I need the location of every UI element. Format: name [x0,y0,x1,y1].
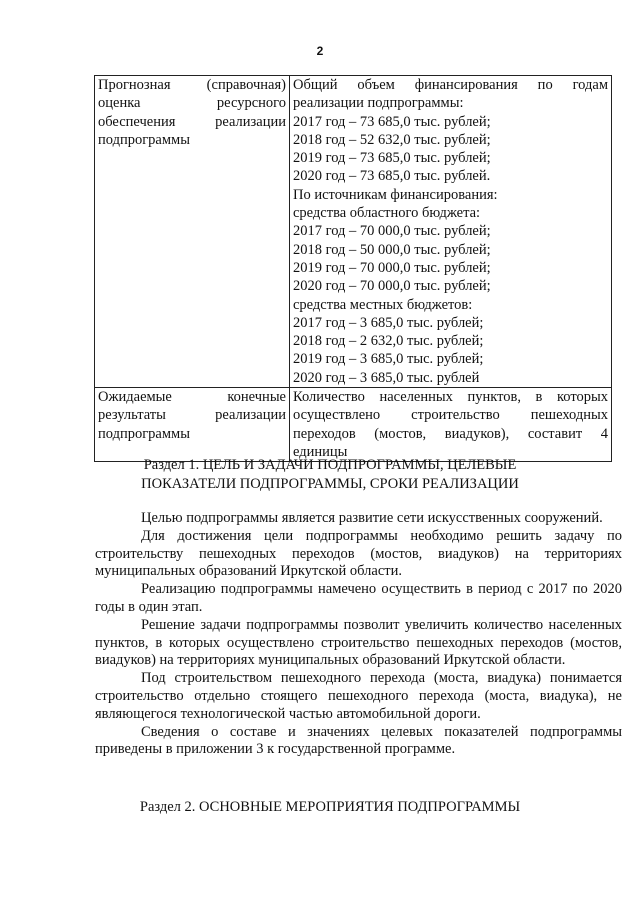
table-cell-label [95,76,290,388]
paragraph: Для достижения цели подпрограммы необходимо решить задачу по строительству пешеходных переходов (мостов, виадуков) на территориях муниципальных образований Иркутской области. [95,527,622,580]
value-line: средства местных бюджетов: [293,296,473,313]
value-line: 2020 год – 70 000,0 тыс. рублей; [293,278,491,295]
value-line: Количество населенных пунктов, в которых [293,389,608,406]
paragraph: Целью подпрограммы является развитие сети искусственных сооружений. [141,510,603,526]
value-line: реализации подпрограммы: [293,95,464,112]
label-line: Прогнозная (справочная) [98,77,286,93]
table-cell-label [95,388,290,462]
paragraph: Сведения о составе и значениях целевых показателей подпрограммы приведены в приложении 3 к государственной программе. [95,723,622,758]
page-number: 2 [316,44,324,58]
section1-heading-line: ПОКАЗАТЕЛИ ПОДПРОГРАММЫ, СРОКИ РЕАЛИЗАЦИИ [141,476,519,492]
paragraph: Решение задачи подпрограммы позволит увеличить количество населенных пунктов, в которых осуществлено строительство пешеходных переходов (мостов, виадуков) на территориях муниципальных образований Иркутской области. [95,616,622,669]
label-line: обеспечения реализации [98,113,286,130]
section1-heading [60,456,600,494]
value-line: 2020 год – 73 685,0 тыс. рублей. [293,168,491,185]
section1-heading-line: Раздел 1. ЦЕЛЬ И ЗАДАЧИ ПОДПРОГРАММЫ, ЦЕЛЕВЫЕ [143,457,517,473]
label-line: оценка ресурсного [98,95,286,112]
passport-table [94,75,612,462]
section2-heading: Раздел 2. ОСНОВНЫЕ МЕРОПРИЯТИЯ ПОДПРОГРАММЫ [139,799,521,815]
value-line: 2018 год – 52 632,0 тыс. рублей; [293,131,491,148]
label-line: Ожидаемые конечные [98,389,286,406]
table-row-resource-estimate [95,76,612,388]
value-line: 2019 год – 3 685,0 тыс. рублей; [293,351,484,368]
value-line: средства областного бюджета: [293,205,481,222]
value-line: 2019 год – 70 000,0 тыс. рублей; [293,259,491,276]
label-line: подпрограммы [98,425,190,442]
value-line: 2017 год – 3 685,0 тыс. рублей; [293,314,484,331]
value-line: осуществлено строительство пешеходных [293,407,608,424]
value-line: 2018 год – 2 632,0 тыс. рублей; [293,333,484,350]
table-cell-value [290,76,612,388]
value-line: 2017 год – 70 000,0 тыс. рублей; [293,223,491,240]
value-line: Общий объем финансирования по годам [293,77,608,93]
table-row-expected-results [95,388,612,462]
value-line: 2019 год – 73 685,0 тыс. рублей; [293,150,491,167]
value-line: единицы [293,443,348,460]
table-cell-value [290,388,612,462]
label-line: подпрограммы [98,131,190,148]
value-line: 2017 год – 73 685,0 тыс. рублей; [293,113,491,130]
value-line: По источникам финансирования: [293,186,498,203]
section1-body [95,510,622,759]
paragraph: Реализацию подпрограммы намечено осуществить в период с 2017 по 2020 годы в один этап. [95,581,622,615]
label-line: результаты реализации [98,407,286,424]
value-line: 2020 год – 3 685,0 тыс. рублей [293,369,480,386]
paragraph: Под строительством пешеходного перехода (моста, виадука) понимается строительство отдельно стоящего пешеходного перехода (моста, виадука), не являющегося технологической частью автомобильной дороги. [95,670,622,722]
value-line: переходов (мостов, виадуков), составит 4 [293,425,608,442]
value-line: 2018 год – 50 000,0 тыс. рублей; [293,241,491,258]
